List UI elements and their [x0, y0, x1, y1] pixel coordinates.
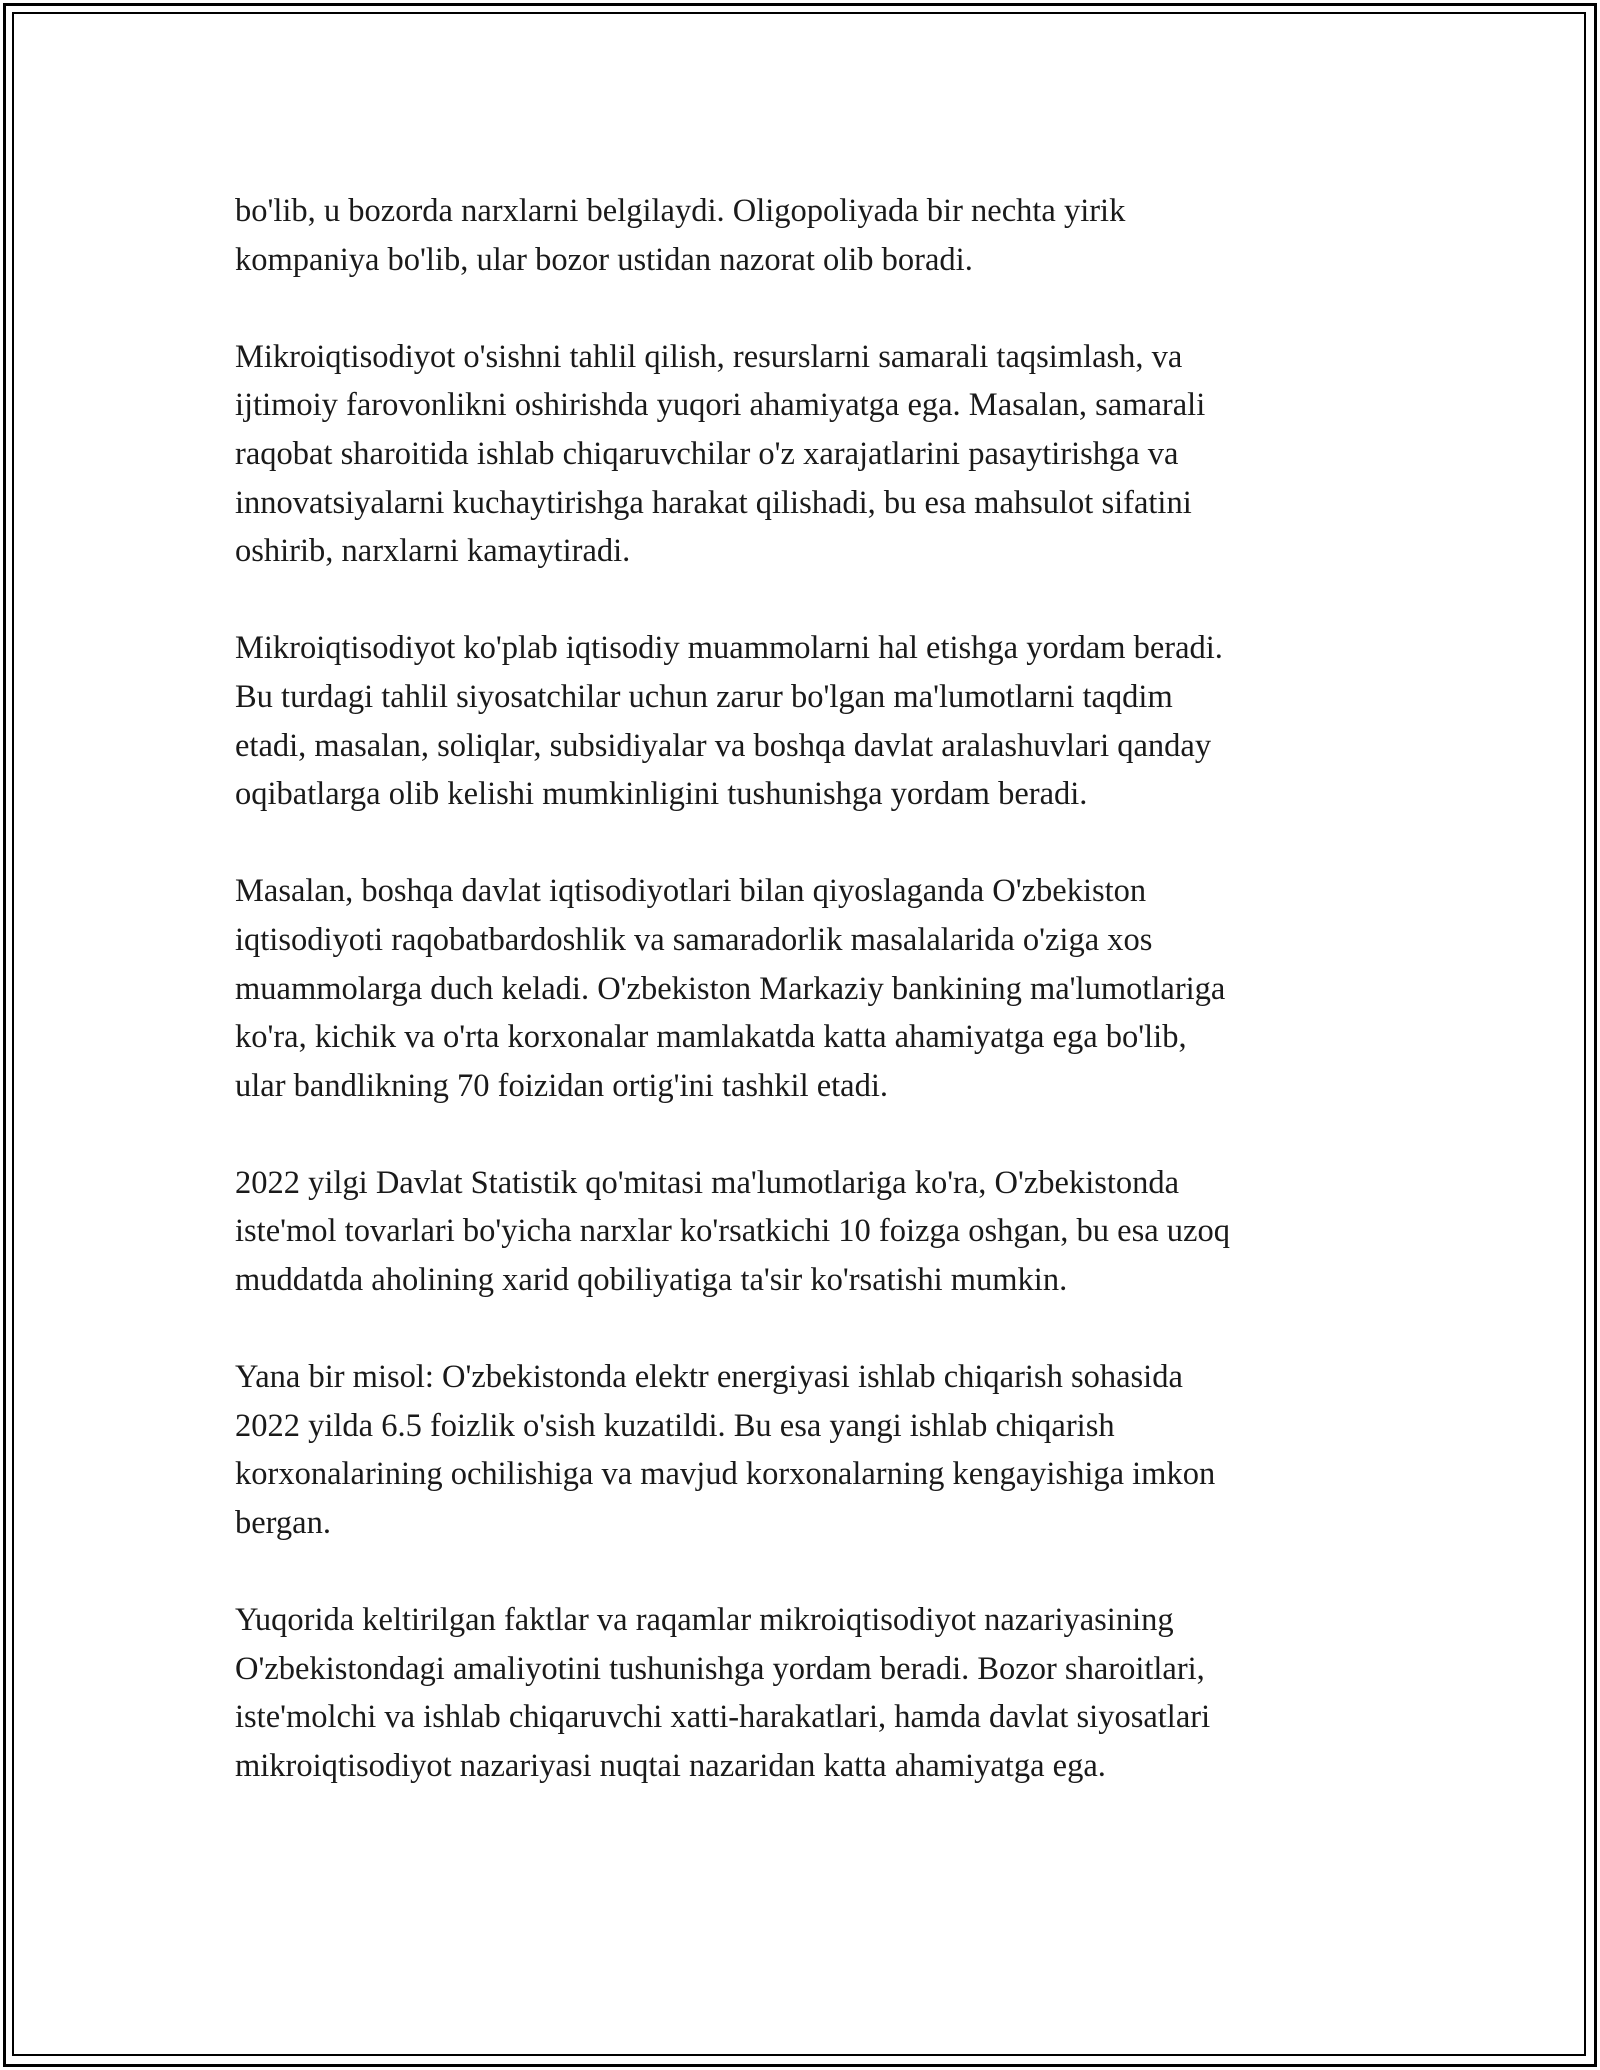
- paragraph: 2022 yilgi Davlat Statistik qo'mitasi ma'lumotlariga ko'ra, O'zbekistonda iste'mol tovarlari bo'yicha narxlar ko'rsatkichi 10 foizga oshgan, bu esa uzoq muddatda aholining xarid qobiliyatiga ta'sir ko'rsatishi mumkin.: [235, 1164, 1230, 1299]
- paragraph: bo'lib, u bozorda narxlarni belgilaydi. Oligopoliyada bir nechta yirik kompaniya bo'lib, ular bozor ustidan nazorat olib boradi.: [235, 193, 1126, 278]
- document-body: [235, 187, 1375, 1791]
- paragraph: Mikroiqtisodiyot ko'plab iqtisodiy muammolarni hal etishga yordam beradi. Bu turdagi tahlil siyosatchilar uchun zarur bo'lgan ma'lumotlarni taqdim etadi, masalan, soliqlar, subsidiyalar va boshqa davlat aralashuvlari qanday oqibatlarga olib kelishi mumkinligini tushunishga yordam beradi.: [235, 630, 1223, 813]
- paragraph: Yuqorida keltirilgan faktlar va raqamlar mikroiqtisodiyot nazariyasining O'zbekistondagi amaliyotini tushunishga yordam beradi. Bozor sharoitlari, iste'molchi va ishlab chiqaruvchi xatti-harakatlari, hamda davlat siyosatlari mikroiqtisodiyot nazariyasi nuqtai nazaridan katta ahamiyatga ega.: [235, 1602, 1211, 1784]
- paragraph: Masalan, boshqa davlat iqtisodiyotlari bilan qiyoslaganda O'zbekiston iqtisodiyoti raqobatbardoshlik va samaradorlik masalalarida o'ziga xos muammolarga duch keladi. O'zbekiston Markaziy bankining ma'lumotlariga ko'ra, kichik va o'rta korxonalar mamlakatda katta ahamiyatga ega bo'lib, ular bandlikning 70 foizidan ortig'ini tashkil etadi.: [235, 873, 1226, 1104]
- paragraph: Yana bir misol: O'zbekistonda elektr energiyasi ishlab chiqarish sohasida 2022 yilda 6.5 foizlik o'sish kuzatildi. Bu esa yangi ishlab chiqarish korxonalarining ochilishiga va mavjud korxonalarning kengayishiga imkon bergan.: [235, 1359, 1216, 1542]
- paragraph: Mikroiqtisodiyot o'sishni tahlil qilish, resurslarni samarali taqsimlash, va ijtimoiy farovonlikni oshirishda yuqori ahamiyatga ega. Masalan, samarali raqobat sharoitida ishlab chiqaruvchilar o'z xarajatlarini pasaytirishga va innovatsiyalarni kuchaytirishga harakat qilishadi, bu esa mahsulot sifatini oshirib, narxlarni kamaytiradi.: [235, 338, 1206, 570]
